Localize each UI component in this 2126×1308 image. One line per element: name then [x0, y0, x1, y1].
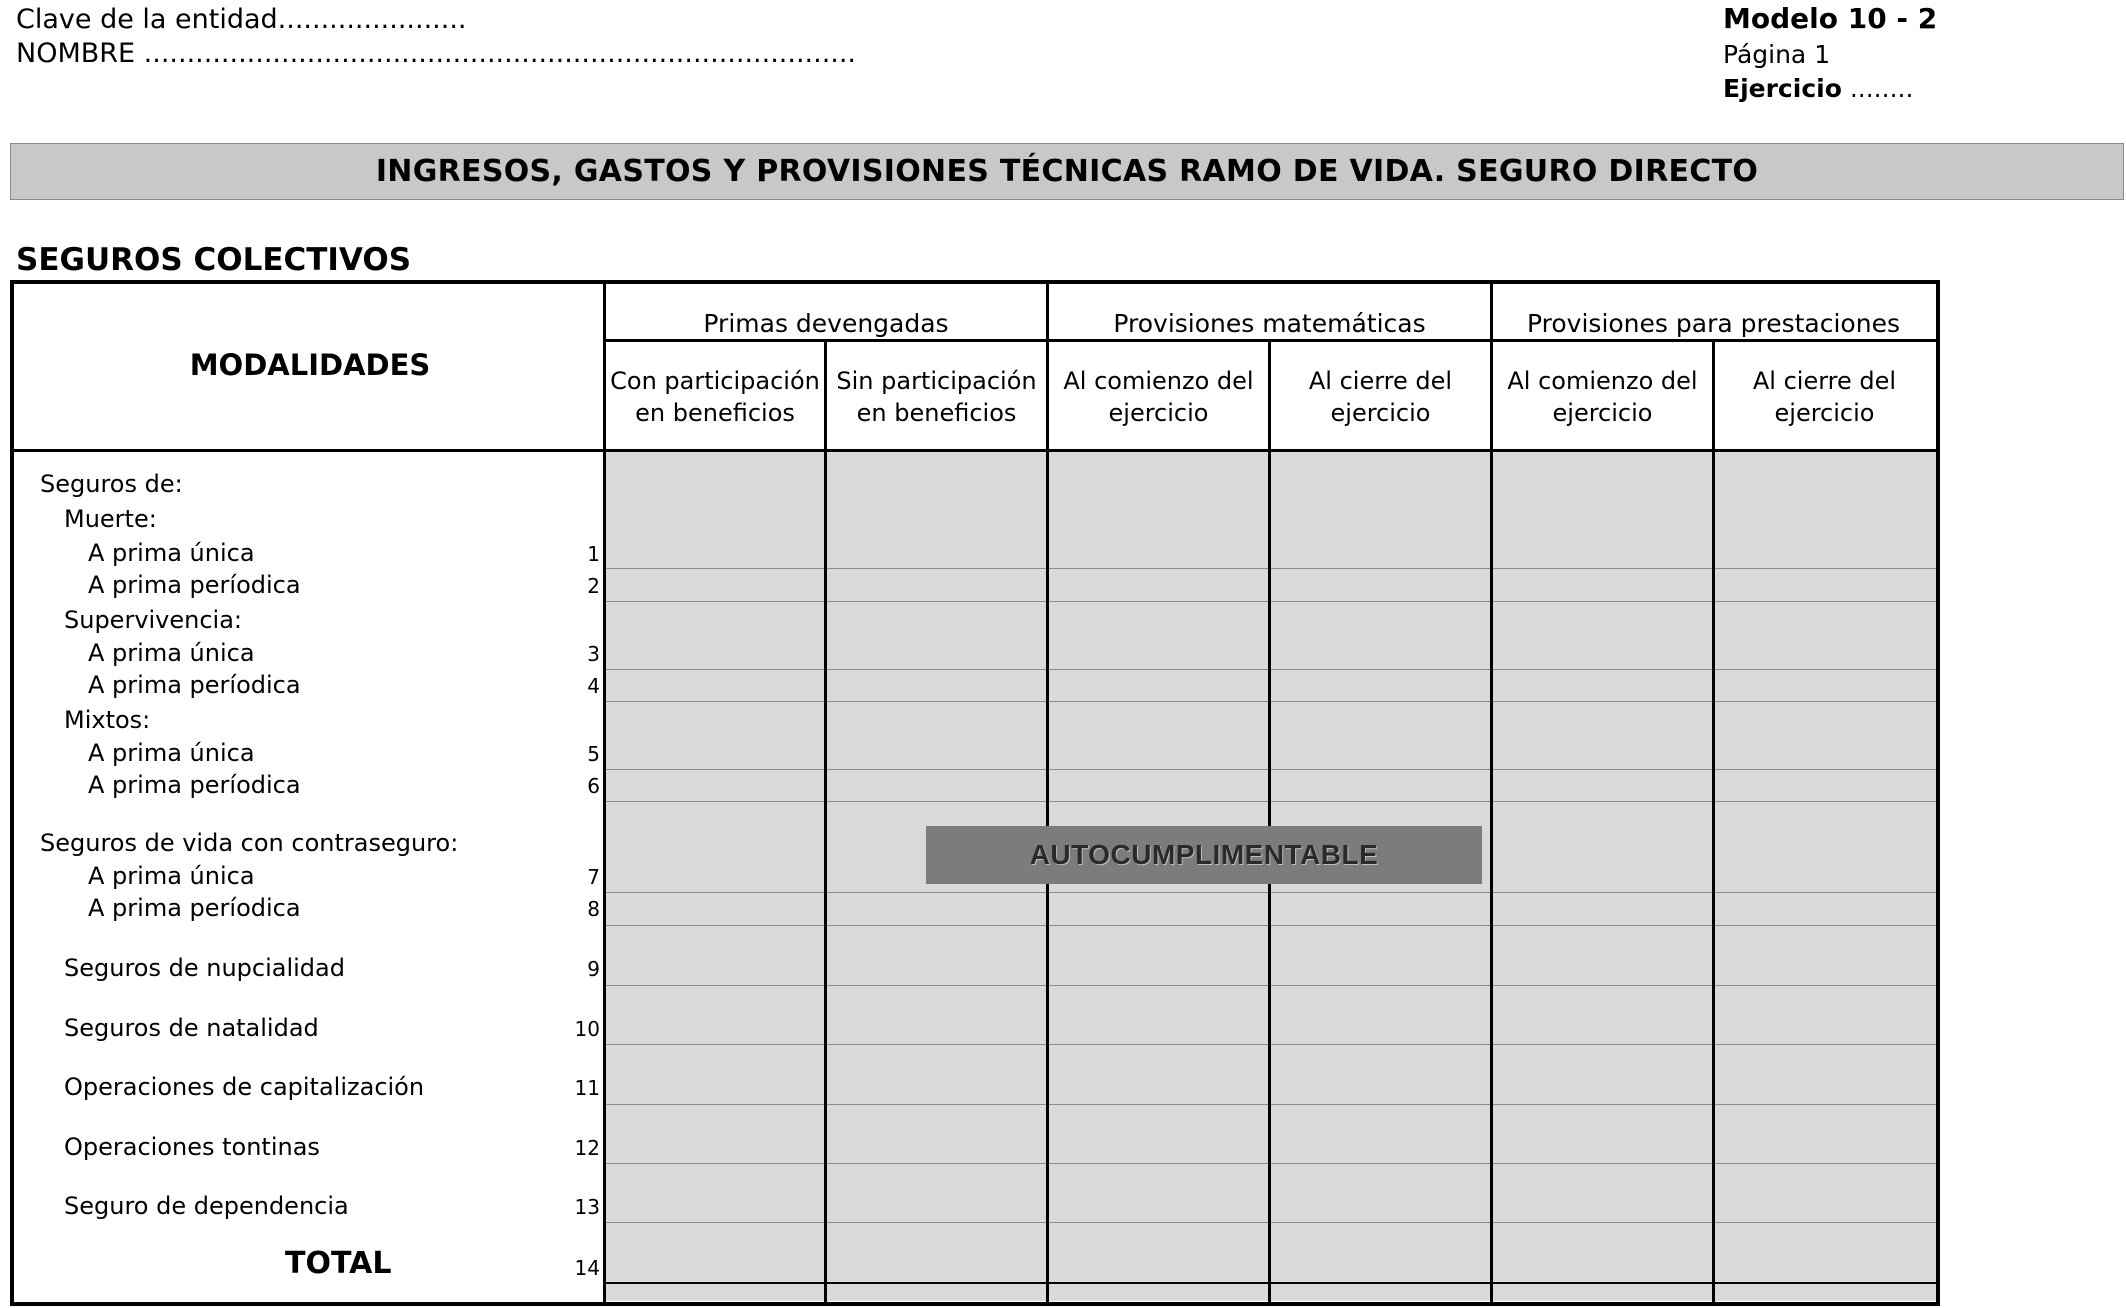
row-number-8: 8 — [587, 897, 600, 921]
column-divider — [1712, 339, 1715, 1304]
row-number-6: 6 — [587, 774, 600, 798]
row-separator — [606, 669, 1936, 670]
model-label: Modelo 10 - 2 — [1723, 2, 1938, 35]
row-label-1: A prima única — [88, 539, 255, 567]
row-label-12: Operaciones tontinas — [64, 1133, 320, 1161]
row-label-8: A prima períodica — [88, 894, 301, 922]
column-divider — [824, 339, 827, 1304]
row-number-10: 10 — [574, 1017, 600, 1041]
column-divider — [603, 280, 606, 1304]
row-separator — [606, 769, 1936, 770]
group-header-primas: Primas devengadas — [703, 309, 949, 338]
row-number-3: 3 — [587, 642, 600, 666]
row-separator — [606, 1222, 1936, 1223]
row-separator — [606, 1044, 1936, 1045]
row-label-6: A prima períodica — [88, 771, 301, 799]
row-number-7: 7 — [587, 865, 600, 889]
row-separator — [606, 985, 1936, 986]
row-label-9: Seguros de nupcialidad — [64, 954, 345, 982]
row-number-9: 9 — [587, 957, 600, 981]
row-label-7: A prima única — [88, 862, 255, 890]
group-label-seguros-de: Seguros de: — [40, 470, 183, 498]
section-title: SEGUROS COLECTIVOS — [16, 242, 412, 278]
column-divider — [1490, 280, 1493, 1304]
subgroup-label-supervivencia: Supervivencia: — [64, 606, 243, 634]
row-label-10: Seguros de natalidad — [64, 1014, 319, 1042]
col-header-pp-cierre: Al cierre del ejercicio — [1752, 367, 1897, 427]
row-separator — [606, 1163, 1936, 1164]
subgroup-label-mixtos: Mixtos: — [64, 706, 151, 734]
col-header-pm-cierre: Al cierre del ejercicio — [1308, 367, 1453, 427]
row-number-1: 1 — [587, 542, 600, 566]
row-number-2: 2 — [587, 574, 600, 598]
row-number-11: 11 — [574, 1076, 600, 1100]
col-header-pp-comienzo: Al comienzo del ejercicio — [1507, 367, 1698, 427]
row-separator — [606, 801, 1936, 802]
group-header-provisiones-prestaciones: Provisiones para prestaciones — [1527, 309, 1900, 338]
entity-name-field[interactable]: NOMBRE ................................................................................... — [16, 38, 857, 69]
page-label: Página 1 — [1723, 40, 1831, 69]
total-label: TOTAL — [285, 1246, 392, 1281]
row-label-2: A prima períodica — [88, 571, 301, 599]
row-separator — [606, 601, 1936, 602]
column-divider — [1268, 339, 1271, 1304]
group-header-provisiones-matematicas: Provisiones matemáticas — [1113, 309, 1426, 338]
row-separator — [606, 1282, 1936, 1284]
page-title-banner: INGRESOS, GASTOS Y PROVISIONES TÉCNICAS RAMO DE VIDA. SEGURO DIRECTO — [10, 143, 2124, 200]
subgroup-label-muerte: Muerte: — [64, 505, 157, 533]
modalidades-header: MODALIDADES — [189, 348, 431, 382]
row-separator — [606, 1104, 1936, 1105]
row-number-12: 12 — [574, 1136, 600, 1160]
row-separator — [606, 568, 1936, 569]
header-bottom-line — [10, 449, 1937, 452]
row-separator — [606, 701, 1936, 702]
row-label-11: Operaciones de capitalización — [64, 1073, 425, 1101]
row-label-4: A prima períodica — [88, 671, 301, 699]
autocumplimentable-stamp: AUTOCUMPLIMENTABLE — [926, 826, 1482, 884]
exercise-label: Ejercicio — [1723, 74, 1842, 103]
row-label-5: A prima única — [88, 739, 255, 767]
col-header-sin-participacion: Sin participación en beneficios — [836, 367, 1037, 427]
row-number-13: 13 — [574, 1195, 600, 1219]
exercise-field[interactable] — [1723, 74, 1913, 103]
row-number-4: 4 — [587, 674, 600, 698]
row-label-13: Seguro de dependencia — [64, 1192, 349, 1220]
row-separator — [606, 925, 1936, 926]
row-label-3: A prima única — [88, 639, 255, 667]
row-number-5: 5 — [587, 742, 600, 766]
row-number-14: 14 — [574, 1256, 600, 1280]
group-label-contraseguro: Seguros de vida con contraseguro: — [40, 829, 459, 857]
row-separator — [606, 892, 1936, 893]
col-header-con-participacion: Con participación en beneficios — [610, 367, 820, 427]
exercise-value[interactable]: ........ — [1841, 74, 1914, 103]
col-header-pm-comienzo: Al comienzo del ejercicio — [1063, 367, 1254, 427]
column-divider — [1046, 280, 1049, 1304]
entity-key-field[interactable]: Clave de la entidad...................... — [16, 4, 467, 35]
